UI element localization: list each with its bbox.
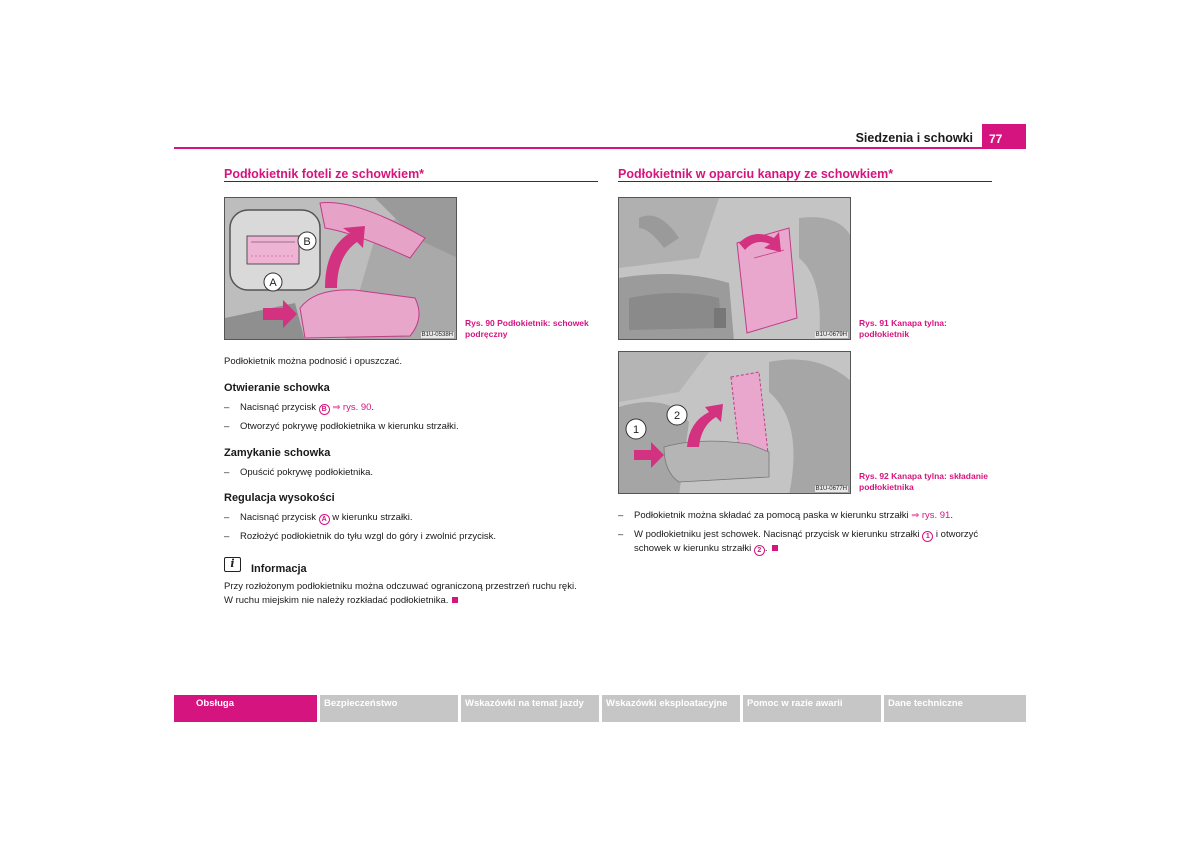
caption-line: Rys. 90 Podłokietnik: schowek [465,318,589,328]
figure-reference-link[interactable]: ⇒ rys. 90 [332,402,372,413]
list-item [224,511,594,525]
nav-tab-obsluga[interactable]: Obsługa [174,695,317,722]
callout-2: 2 [673,410,681,422]
nav-tab-bezpieczenstwo[interactable]: Bezpieczeństwo [320,695,458,722]
chapter-title: Siedzenia i schowki [855,131,973,145]
left-section-title: Podłokietnik foteli ze schowkiem* [224,167,425,181]
caption-line: podręczny [465,329,508,339]
info-text [224,580,604,608]
callout-1: 1 [632,424,640,436]
caption-line: Rys. 91 Kanapa tylna: [859,318,947,328]
dash: – [224,531,230,542]
dash: – [618,510,624,521]
item-text: schowek w kierunku strzałki [634,543,752,554]
button-2-symbol: 2 [754,545,765,556]
figure-code: B1U-0538H [421,332,453,338]
figure-reference-link[interactable]: ⇒ rys. 91 [911,510,951,521]
list-item [224,530,594,544]
right-section-rule [618,181,992,182]
item-text: . [950,510,953,521]
figure-rear-armrest [618,197,851,340]
nav-tab-pomoc[interactable]: Pomoc w razie awarii [743,695,881,722]
end-mark [452,597,458,603]
page-number: 77 [982,124,1026,148]
end-mark [772,545,778,551]
callout-a: A [269,277,277,289]
dash: – [224,512,230,523]
info-line: W ruchu miejskim nie należy rozkładać podłokietnika. [224,595,449,606]
list-item [224,401,594,415]
figure-rear-armrest-folding [618,351,851,494]
dash: – [224,421,230,432]
figure-90-caption [465,318,589,340]
item-text: Nacisnąć przycisk [240,402,317,413]
caption-line: podłokietnika [859,482,914,492]
armrest-front-illustration [225,198,457,340]
figure-armrest-front [224,197,457,340]
intro-text: Podłokietnik można podnosić i opuszczać. [224,356,402,367]
caption-line: podłokietnik [859,329,910,339]
chapter-navigation [174,695,1026,722]
nav-tab-dane-techniczne[interactable]: Dane techniczne [884,695,1026,722]
subheading-closing: Zamykanie schowka [224,447,331,459]
dash: – [224,467,230,478]
info-icon: i [224,557,241,572]
info-title: Informacja [251,563,307,575]
rear-armrest-folding-illustration [619,352,851,494]
subheading-opening: Otwieranie schowka [224,382,330,394]
info-line: Przy rozłożonym podłokietniku można odczuwać ograniczoną przestrzeń ruchu ręki. [224,581,577,592]
right-section-title: Podłokietnik w oparciu kanapy ze schowkiem* [618,167,894,181]
dash: – [224,402,230,413]
header-rule [174,147,1026,149]
button-b-symbol: B [319,404,330,415]
callout-b: B [303,236,311,248]
rear-armrest-illustration [619,198,851,340]
list-item [224,420,594,434]
caption-line: Rys. 92 Kanapa tylna: składanie [859,471,988,481]
figure-code: B1U-0679H [815,332,847,338]
item-text: W podłokietniku jest schowek. Nacisnąć przycisk w kierunku strzałki [634,529,920,540]
button-a-symbol: A [319,514,330,525]
figure-91-caption [859,318,947,340]
dash: – [618,529,624,540]
item-text: Podłokietnik można składać za pomocą paska w kierunku strzałki [634,510,909,521]
list-item [618,509,998,523]
list-item [618,528,998,558]
left-section-rule [224,181,598,182]
item-text: w kierunku strzałki. [329,512,413,523]
item-text: i otworzyć [933,529,979,540]
item-text: Rozłożyć podłokietnik do tyłu wzgl do góry i zwolnić przycisk. [240,531,497,542]
nav-tab-wskazowki-eksploatacyjne[interactable]: Wskazówki eksploatacyjne [602,695,740,722]
item-text: Opuścić pokrywę podłokietnika. [240,467,374,478]
item-text: Otworzyć pokrywę podłokietnika w kierunku strzałki. [240,421,459,432]
item-text: Nacisnąć przycisk [240,512,317,523]
nav-tab-wskazowki-jazdy[interactable]: Wskazówki na temat jazdy [461,695,599,722]
figure-92-caption [859,471,988,493]
button-1-symbol: 1 [922,531,933,542]
item-text: . [371,402,375,413]
figure-code: B1U-0677H [815,486,847,492]
list-item [224,466,594,480]
item-text: . [764,543,768,554]
subheading-height: Regulacja wysokości [224,492,335,504]
